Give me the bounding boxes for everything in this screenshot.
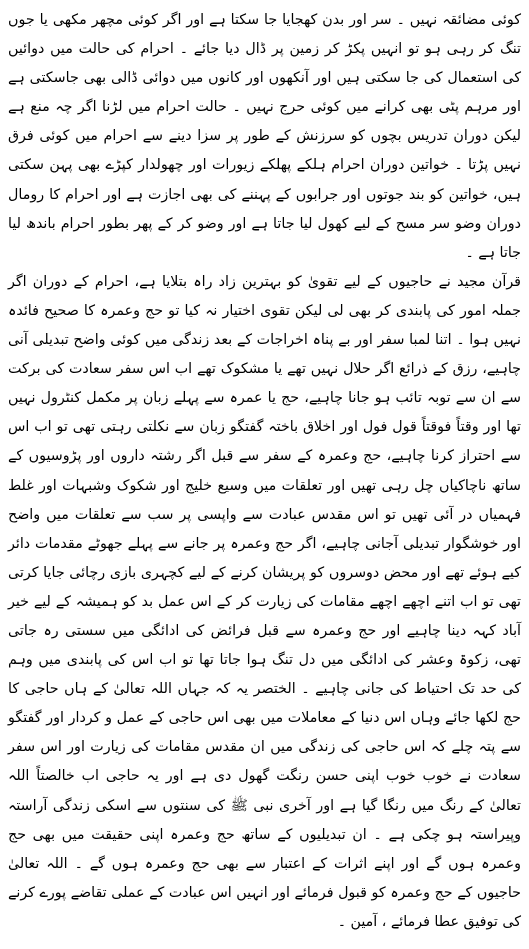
paragraph-ihram-rules: کوئی مضائقہ نہیں ۔ سر اور بدن کھجایا جا سکتا ہے اور اگر کوئی مچھر مکھی یا جوں تنگ کر رہی ہو تو انہیں پکڑ کر زمین پر ڈال دیا جائے ۔ احرام کی حالت میں دوائیں کی استعمال کی جا سکتی ہیں اور آنکھوں اور کانوں میں دوائی ڈالی بھی جاسکتی ہے اور مرہم پٹی بھی کرانے میں کوئی حرج نہیں ۔ حالت احرام میں لڑنا اگر چہ منع ہے لیکن دوران تدریس بچوں کو سرزنش کے طور پر سزا دینے سے احرام میں کوئی فرق نہیں پڑتا ۔ خواتین دوران احرام ہلکے پھلکے زیورات اور چھولدار کپڑے بھی پہن سکتی ہیں، خواتین کو بند جوتوں اور جرابوں کے پہننے کی بھی اجازت ہے اور احرام کا رومال دوران وضو سر مسح کے لیے کھول لیا جاتا ہے اور وضو کر کے پھر بطور احرام باندھ لیا جاتا ہے ۔ xyxy=(8,12,521,261)
paragraph-taqwa: قرآن مجید نے حاجیوں کے لیے تقویٰ کو بہترین زاد راہ بتلایا ہے، احرام کے دوران اگر جملہ امور کی پابندی کر بھی لی لیکن تقوی اختیار نہ کیا تو حج وعمرہ کا صحیح فائدہ نہیں ہوا ۔ اتنا لمبا سفر اور بے پناہ اخراجات کے بعد زندگی میں کوئی واضح تبدیلی آنی چاہیے، رزق کے ذرائع اگر حلال نہیں تھے یا مشکوک تھے اب اس سفر سعادت کی برکت سے ان سے توبہ تائب ہو جانا چاہیے، حج یا عمرہ سے پہلے زبان پر مکمل کنٹرول نہیں تھا اور وقتاً فوقتاً قول فول اور اخلاق باختہ گفتگو زبان سے نکلتی رہتی تھی تو اب اس سے احتراز کرنا چاہیے، حج وعمرہ کے سفر سے قبل اگر رشتہ داروں اور پڑوسیوں کے ساتھ ناچاکیاں چل رہی تھیں اور تعلقات میں وسیع خلیج اور شکوک وشبہات اور غلط فہمیاں در آئی تھیں تو اس مقدس عبادت سے واپسی پر سب سے تعلقات میں واضح اور خوشگوار تبدیلی آجانی چاہیے، اگر حج وعمرہ پر جانے سے پہلے جھوٹے مقدمات دائر کیے ہوئے تھے اور محض دوسروں کو پریشان کرنے کے لیے کچہری بازی رچائی جایا کرتی تھی تو اب اتنے اچھے اچھے مقامات کی زیارت کر کے اس عمل بد کو ہمیشہ کے لیے خیر آباد کہہ دینا چاہیے اور حج وعمرہ سے قبل فرائض کی ادائگی میں سستی رہ جاتی تھی، زکوۃ وعشر کی ادائگی میں دل تنگ ہوا جاتا تھا تو اب اس کی پابندی میں وہم کی حد تک احتیاط کی جانی چاہیے ۔ الختصر یہ کہ جہاں اللہ تعالیٰ کے ہاں حاجی کا حج لکھا جائے وہاں اس دنیا کے معاملات میں بھی اس حاجی کے عمل و کردار اور گفتگو سے پتہ چلے کہ اس حاجی کی زندگی میں ان مقدس مقامات کی زیارت اور اس سفر سعادت نے خوب خوب اپنی حسن رنگت گھول دی ہے اور یہ حاجی اب خالصتاً اللہ تعالیٰ کے رنگ میں رنگا گیا ہے اور آخری نبی ﷺ کی سنتوں سے اسکی زندگی آراستہ وپیراستہ ہو چکی ہے ۔ ان تبدیلیوں کے ساتھ حج وعمرہ اپنی حقیقت میں بھی حج وعمرہ ہوں گے اور اپنے اثرات کے اعتبار سے بھی حج وعمرہ ہوں گے ۔ اللہ تعالیٰ حاجیوں کے حج وعمرہ کو قبول فرمائے اور انہیں اس عبادت کے عملی تقاضے پورے کرنے کی توفیق عطا فرمائے ، آمین ۔ xyxy=(8,273,521,930)
